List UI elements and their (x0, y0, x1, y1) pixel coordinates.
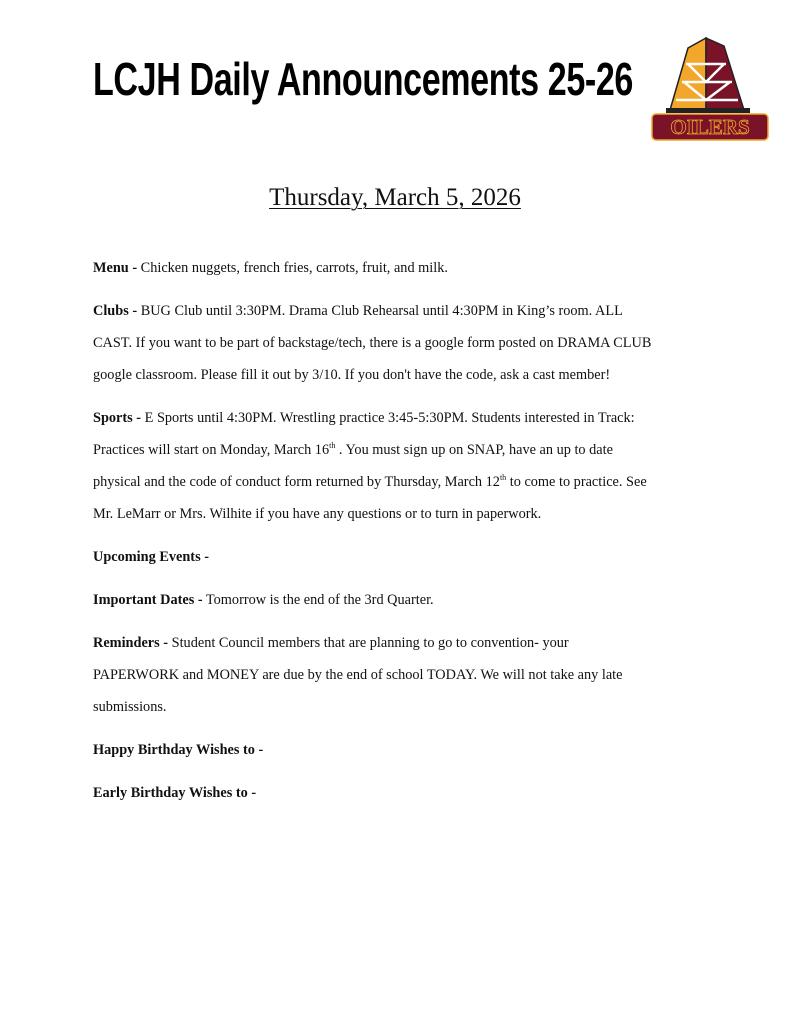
reminders-section: Reminders - Student Council members that are planning to go to convention- your PAPERWORK and MONEY are due by the end of school TODAY. We will not take any late submissions. (93, 635, 623, 715)
early-birthday-section: Early Birthday Wishes to - (93, 785, 257, 801)
upcoming-events-section: Upcoming Events - (93, 549, 209, 565)
menu-section: Menu - Chicken nuggets, french fries, carrots, fruit, and milk. (93, 260, 448, 276)
important-dates-section: Important Dates - Tomorrow is the end of the 3rd Quarter. (93, 592, 434, 608)
clubs-section: Clubs - BUG Club until 3:30PM. Drama Club Rehearsal until 4:30PM in King’s room. ALL CAST. If you want to be part of backstage/tech, there is a google form posted on DRAMA CLUB google classroom. Please fill it out by 3/10. If you don't have the code, ask a cast member! (93, 303, 652, 383)
announcements-body (93, 255, 733, 823)
sports-section: Sports - E Sports until 4:30PM. Wrestling practice 3:45-5:30PM. Students interested in Track: Practices will start on Monday, March 16th . You must sign up on SNAP, have an up to date physical and the code of conduct form returned by Thursday, March 12th to come to practice. See Mr. LeMarr or Mrs. Wilhite if you have any questions or to turn in paperwork. (93, 410, 647, 522)
birthday-section: Happy Birthday Wishes to - (93, 742, 264, 758)
page-title: LCJH Daily Announcements 25-26 (93, 53, 633, 105)
logo-text: OILERS (670, 115, 750, 139)
oilers-logo (648, 34, 772, 142)
date-heading: Thursday, March 5, 2026 (269, 184, 521, 211)
